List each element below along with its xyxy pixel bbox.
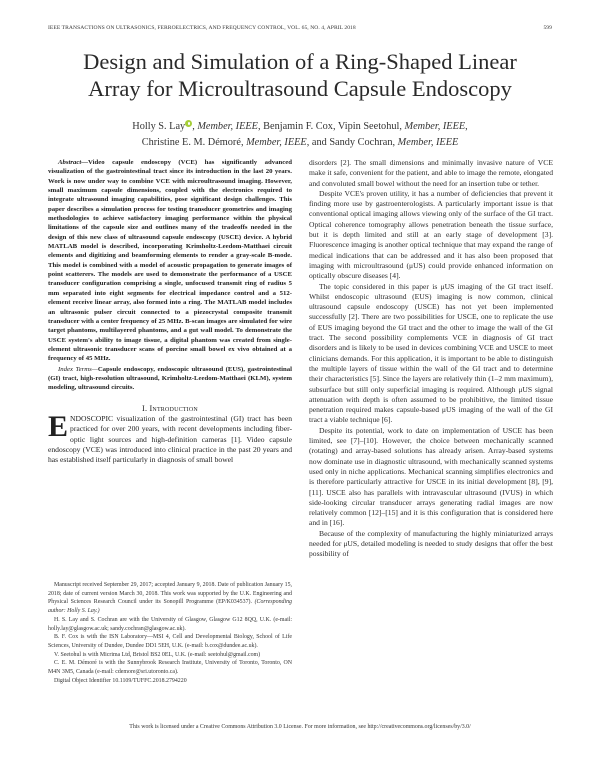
author-list xyxy=(0,119,600,150)
section-heading-introduction xyxy=(48,404,292,413)
author-name: Benjamin F. Cox xyxy=(263,121,333,132)
section-number: I. xyxy=(142,403,148,413)
index-terms-label: Index Terms— xyxy=(58,365,98,373)
abstract-label: Abstract— xyxy=(58,159,89,166)
section-title: Introduction xyxy=(149,403,198,413)
footnote-doi: Digital Object Identifier 10.1109/TUFFC.2018.2794220 xyxy=(54,677,187,684)
body-paragraph: Despite its potential, work to date on implementation of USCE has been limited, see [7]–[10]. However, the choice between mechanically scanned (rotating) and array-based solutions has already arisen. Array-based systems now dominate use in diagnostic ultrasound, with mechanically scanned systems used only in niche applications. Mechanical scanning simplifies electronics and is therefore particularly attractive for USCE in its initial development [8], [9], [11]. USCE also has parallels with intravascular ultrasound (IVUS) in which side-looking circular transducer arrays generating radial images are now relatively common [12]–[15] and it is this configuration that is considered here and in [16]. xyxy=(309,425,553,528)
index-terms-text: Capsule endoscopy, endoscopic ultrasound (EUS), gastrointestinal (GI) tract, high-resolution ultrasound, Krimholtz-Leedom-Matthaei (KLM), system modeling, ultrasound circuits. xyxy=(48,365,292,392)
orcid-icon[interactable] xyxy=(185,120,192,127)
footnotes xyxy=(48,581,292,685)
body-paragraph: The topic considered in this paper is μUS imaging of the GI tract itself. Whilst endoscopic ultrasound (EUS) imaging is now common, clinical ultrasound capsule endoscopy (USCE) has not yet been implemented successfully [2]. There are two possibilities for USCE, one to replicate the use of EUS imaging beyond the GI tract and the other to image the wall of the GI tract. The second possibility complements VCE in diagnosis of GI tract disorders and is likely to be used in devices combining VCE and USCE to meet clinicians demands. For this application, it is important to be able to distinguish the multiple layers of tissue within the wall of the GI tract and to determine their characteristics [5]. Since the layers are relatively thin (1–2 mm maximum), subsurface but still only superficial imaging is required. Although μUS signal attenuation with depth is often assumed to be prohibitive, the limited tissue penetration required makes capsule-based μUS imaging of the wall of the GI tract a viable technique [6]. xyxy=(309,281,553,425)
abstract-text: Video capsule endoscopy (VCE) has significantly advanced visualization of the gastrointestinal tract since its introduction in the last 20 years. Work is now under way to combine VCE with microultrasound imaging. However, small maximum capsule dimensions, coupled with the electronics required to integrate ultrasound imaging capabilities, pose significant design challenges. This paper describes a simulation process for testing transducer geometries and imaging methodologies to achieve satisfactory imaging performance within the physical limitations of the capsule size and outlines many of the tradeoffs needed in the design of this new class of ultrasound capsule endoscopy (USCE) device. A hybrid MATLAB model is described, incorporating Krimholtz-Leedom-Matthaei circuit elements and digitizing and beamforming elements to render a gray-scale B-mode. This model is combined with a model of acoustic propagation to generate images of point scatterers. The models are used to demonstrate the performance of a USCE transducer configuration comprising a single, unfocused transmit ring of radius 5 mm separated into eight segments for electrical impedance control and a 512-element receive linear array, also formed into a ring. The MATLAB model includes an ultrasonic pulser circuit connected to a piezocrystal composite transmit transducer with a center frequency of 25 MHz. B-scan images are simulated for wire target phantoms, multilayered phantoms, and a gut wall model. To demonstrate the USCE system's ability to image tissue, a digital phantom was created from single-element ultrasonic transducer scans of porcine small bowel ex vivo obtained at a frequency of 45 MHz. xyxy=(48,159,292,363)
title-line-2: Array for Microultrasound Capsule Endoscopy xyxy=(88,76,512,101)
page-number: 599 xyxy=(543,25,552,31)
paper-title xyxy=(0,48,600,102)
footnote-manuscript-text: Manuscript received September 29, 2017; accepted January 9, 2018. Date of publication January 15, 2018; date of current version March 30, 2018. This work was supported by the U.K. Engineering and Physical Sciences Research Council under its Sonopill Programme (EP/K034537). xyxy=(48,582,292,606)
left-column xyxy=(48,158,292,466)
footnote-manuscript xyxy=(48,581,292,616)
footnote-affiliation-cox: B. F. Cox is with the ISN Laboratory—MSI 4, Cell and Developmental Biology, School of Life Sciences, University of Dundee, Dundee DD1 5EH, U.K. (e-mail: b.cox@dundee.ac.uk). xyxy=(48,634,292,649)
footnote-affiliation-seetohul: V. Seetohul is with Micrima Ltd, Bristol BS2 0EL, U.K. (e-mail: seetohul@gmail.com) xyxy=(54,651,261,658)
intro-caps: NDOSCOPIC xyxy=(70,414,114,424)
license-notice: This work is licensed under a Creative Commons Attribution 3.0 License. For more information, see http://creativecommons.org/licenses/by/3.0/ xyxy=(129,724,471,730)
intro-text: visualization of the gastrointestinal (GI) tract has been practiced for over 200 years, with recent developments including fiber-optic light sources and high-definition cameras [1]. Video capsule endoscopy (VCE) was introduced into clinical practice in the past 20 years and has established itself particularly in diagnosis of small bowel xyxy=(48,414,292,465)
author-name: Holly S. Lay xyxy=(132,121,186,132)
right-column xyxy=(309,158,553,560)
index-terms xyxy=(48,365,292,393)
author-role: Member, IEEE xyxy=(397,136,459,148)
author-name: Christine E. M. Démoré xyxy=(141,136,241,148)
body-paragraph: Because of the complexity of manufacturing the highly miniaturized arrays needed for μUS, detailed modeling is needed to study designs that offer the best possibility of xyxy=(309,528,553,559)
footnote-affiliation-lay-cochran: H. S. Lay and S. Cochran are with the University of Glasgow, Glasgow G12 8QQ, U.K. (e-mail: holly.lay@glasgow.ac.uk; sandy.cochran@glasgow.ac.uk). xyxy=(48,616,292,632)
author-name: and Sandy Cochran xyxy=(311,136,393,148)
introduction-paragraph xyxy=(48,410,292,465)
drop-cap: E xyxy=(48,410,69,444)
author-role: Member, IEEE xyxy=(404,121,466,132)
body-paragraph: disorders [2]. The small dimensions and minimally invasive nature of VCE make it safe, convenient for the patient, and able to image the remote, elongated and convoluted small bowel without the need for an insertion tube or tether. xyxy=(309,158,553,188)
author-line-2: Christine E. M. Démoré, Member, IEEE, and Sandy Cochran, Member, IEEE xyxy=(141,136,459,148)
footnote-affiliation-demore: C. E. M. Démoré is with the Sunnybrook Research Institute, University of Toronto, Toronto, ON M4N 3M5, Canada (e-mail: cdemore@sri.utoronto.ca). xyxy=(48,660,292,676)
running-header xyxy=(48,25,552,35)
author-role: Member, IEEE xyxy=(197,121,258,132)
author-role: Member, IEEE xyxy=(246,136,307,148)
corresponding-author: (Corresponding author: Holly S. Lay.) xyxy=(48,599,292,615)
author-name: Vipin Seetohul xyxy=(337,121,400,132)
journal-name: IEEE TRANSACTIONS ON ULTRASONICS, FERROELECTRICS, AND FREQUENCY CONTROL, VOL. 65, NO. 4, APRIL 2018 xyxy=(48,25,356,31)
body-paragraph: Despite VCE's proven utility, it has a number of deficiencies that prevent it finding more use by gastroenterologists. A particularly important issue is that conventional optical imaging allows viewing only of the surface of the GI tract. Optical coherence tomography allows penetration beneath the tissue surface, but it is depth limited and still at an early stage of development [3]. Fluorescence imaging is another optical technique that may expand the range of medical indications that can be addressed and it has also been proposed that imaging with microultrasound (μUS) could provide enhanced information on optically obscure diseases [4]. xyxy=(309,188,553,281)
abstract xyxy=(48,158,292,364)
author-line-1: Holly S. Lay , Member, IEEE, Benjamin F. Cox, Vipin Seetohul, Member, IEEE, xyxy=(132,121,468,132)
title-line-1: Design and Simulation of a Ring-Shaped Linear xyxy=(83,49,517,74)
